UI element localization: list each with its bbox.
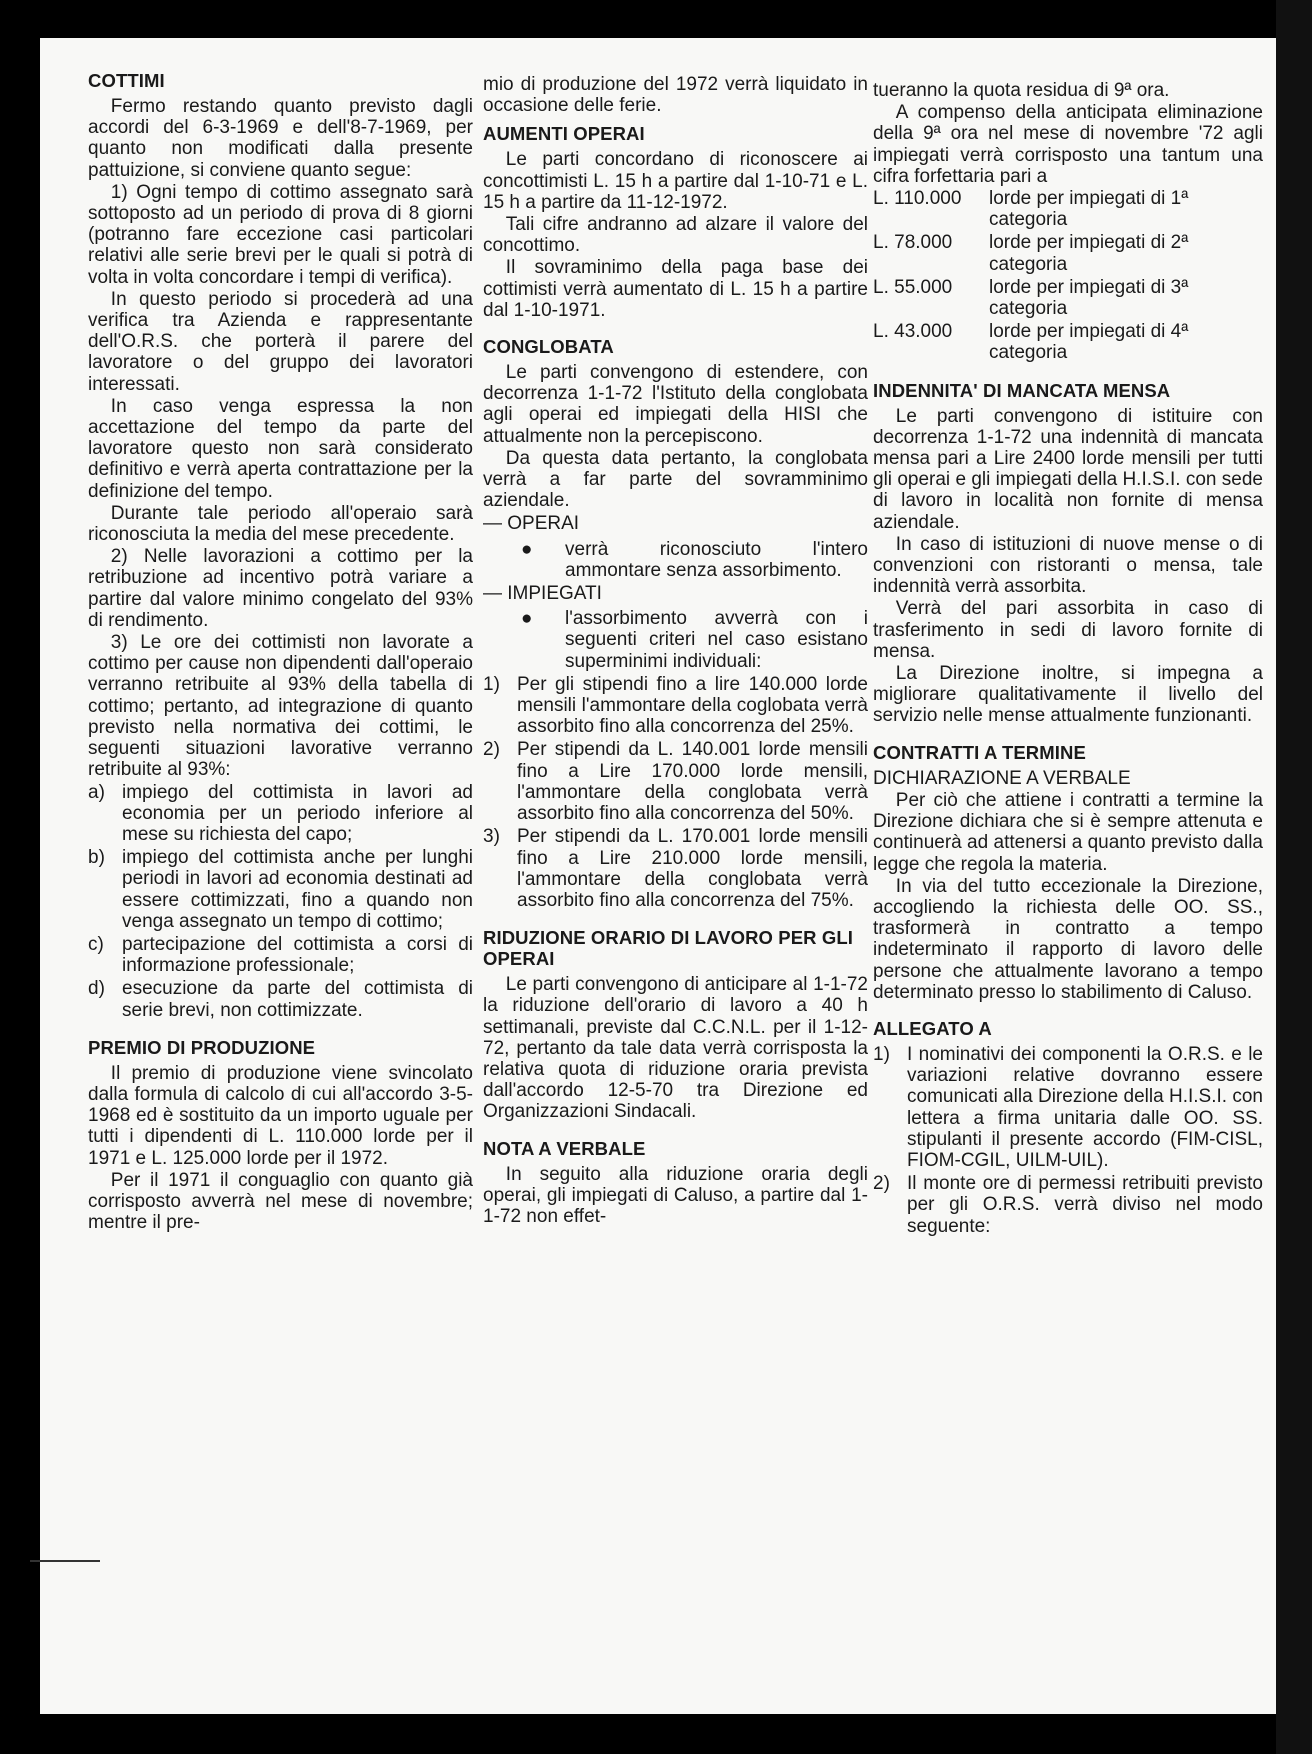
list-marker: 3) (483, 826, 500, 848)
list-text: partecipazione del cottimista a corsi di informazione professionale; (122, 933, 473, 977)
bullet-text: verrà riconosciuto l'intero ammontare senza assorbimento. (565, 538, 868, 581)
list-item (483, 826, 868, 911)
bullet-icon: ● (521, 608, 533, 630)
salary-row (873, 277, 1263, 319)
subheading-dichiarazione: DICHIARAZIONE A VERBALE (873, 767, 1131, 789)
heading-riduzione-orario: RIDUZIONE ORARIO DI LAVORO PER GLI OPERAI (483, 927, 853, 970)
salary-table (873, 188, 1263, 364)
paragraph: In seguito alla riduzione oraria degli operai, gli impiegati di Caluso, a partire dal 1-1-72 non effet- (483, 1163, 868, 1227)
paragraph: tueranno la quota residua di 9ª ora. (873, 80, 1170, 101)
salary-amount: L. 55.000 (873, 276, 953, 298)
list-marker: 2) (873, 1173, 890, 1195)
list-item (873, 1173, 1263, 1237)
bullet-text: l'assorbimento avverrà con i seguenti criteri nel caso esistano superminimi individuali: (565, 608, 868, 672)
paragraph: Verrà del pari assorbita in caso di trasferimento in sedi di lavoro fornite di mensa. (873, 598, 1263, 662)
paragraph: In caso di istituzioni di nuove mense o di convenzioni con ristoranti o mensa, tale indennità verrà assorbita. (873, 533, 1263, 598)
list-item (873, 1044, 1263, 1171)
scan-border (1276, 0, 1312, 1754)
list-marker: b) (88, 847, 105, 869)
salary-text: lorde per impiegati di 1ª categoria (989, 188, 1189, 231)
paragraph: La Direzione inoltre, si impegna a migliorare qualitativamente il livello del servizio nelle mense attualmente funzionanti. (873, 663, 1263, 727)
list-marker: d) (88, 978, 105, 1000)
salary-row (873, 232, 1263, 274)
salary-amount: L. 43.000 (873, 321, 953, 343)
heading-nota-verbale: NOTA A VERBALE (483, 1137, 646, 1159)
list-text: Per stipendi da L. 140.001 lorde mensili fino a Lire 170.000 lorde mensili, l'ammontare della conglobata verrà assorbito fino alla concorrenza del 50%. (517, 739, 868, 825)
paragraph: Le parti convengono di estendere, con decorrenza 1-1-72 l'Istituto della conglobata agli operai ed impiegati della HISI che attualmente non la percepiscono. (483, 362, 868, 447)
paragraph: Le parti convengono di istituire con decorrenza 1-1-72 una indennità di mancata mensa pari a Lire 2400 lorde mensili per tutti gli operai e gli impiegati della H.I.S.I. con sede di lavoro in località non fornite di mensa aziendale. (873, 405, 1263, 533)
paragraph: Il premio di produzione viene svincolato dalla formula di calcolo di cui all'accordo 3-5-1968 ed è sostituito da un importo uguale per tutti i dipendenti di L. 110.000 lorde per il 1971 e L. 125.000 lorde per il 1972. (88, 1062, 473, 1169)
salary-row (873, 188, 1263, 230)
paragraph: mio di produzione del 1972 verrà liquidato in occasione delle ferie. (483, 74, 868, 117)
list-text: I nominativi dei componenti la O.R.S. e le variazioni relative dovranno essere comunicati alla Direzione della H.I.S.I. con lettera a firma unitaria dalle OO. SS. stipulanti il presente accordo (FIM-CISL, FIOM-CGIL, UILM-UIL). (907, 1043, 1263, 1171)
bullet-icon: ● (521, 538, 533, 560)
operai-list (483, 539, 868, 581)
paragraph: Fermo restando quanto previsto dagli accordi del 6-3-1969 e dell'8-7-1969, per quanto non modificati dalla presente pattuizione, si conviene quanto segue: (88, 96, 473, 181)
salary-text: lorde per impiegati di 3ª categoria (989, 276, 1189, 320)
list-item (88, 782, 473, 846)
list-text: impiego del cottimista in lavori ad economia per un periodo inferiore al mese su richiesta del capo; (122, 781, 473, 845)
paragraph: In questo periodo si procederà ad una verifica tra Azienda e rappresentante dell'O.R.S. che porterà il parere del lavoratore o del gruppo dei lavoratori interessati. (88, 288, 473, 395)
column-3 (873, 80, 1263, 1239)
paragraph: 3) Le ore dei cottimisti non lavorate a cottimo per cause non dipendenti dall'operaio verranno retribuite al 93% della tabella di cottimo; pertanto, ad integrazione di quanto previsto nella normativa dei cottimi, le seguenti situazioni lavorative verranno retribuite al 93%: (88, 632, 473, 781)
salary-text: lorde per impiegati di 4ª categoria (989, 321, 1189, 364)
list-item (483, 739, 868, 824)
paragraph: 1) Ogni tempo di cottimo assegnato sarà sottoposto ad un periodo di prova di 8 giorni (potranno fare eccezione casi particolari relativi alle serie brevi per le quali si potrà di volta in volta concordare i tempi di verifica). (88, 181, 473, 288)
paragraph: Da questa data pertanto, la conglobata verrà a far parte del sovramminimo aziendale. (483, 447, 868, 512)
column-1 (88, 70, 473, 1234)
list-text: Per stipendi da L. 170.001 lorde mensili fino a Lire 210.000 lorde mensili, l'ammontare della conglobata verrà assorbito fino alla concorrenza del 75%. (517, 826, 868, 911)
heading-cottimi: COTTIMI (88, 70, 165, 91)
salary-text: lorde per impiegati di 2ª categoria (989, 232, 1189, 275)
list-marker: 1) (483, 673, 500, 695)
paragraph: In caso venga espressa la non accettazione del tempo da parte del lavoratore questo non sarà considerato definitivo e verrà aperta contrattazione per la definizione del tempo. (88, 395, 473, 502)
list-marker: 1) (873, 1043, 890, 1065)
list-item (88, 978, 473, 1020)
list-item (88, 847, 473, 932)
list-text: impiego del cottimista anche per lunghi periodi in lavori ad economia destinati ad essere cottimizzati, fino a quando non venga assegnato un tempo di cottimo; (122, 847, 473, 932)
salary-row (873, 321, 1263, 363)
list-text: Il monte ore di permessi retribuiti previsto per gli O.R.S. verrà diviso nel modo seguente: (907, 1173, 1263, 1237)
paragraph: Tali cifre andranno ad alzare il valore del concottimo. (483, 214, 868, 257)
list-marker: a) (88, 781, 105, 803)
subheading-operai: — OPERAI (483, 513, 580, 535)
paragraph: A compenso della anticipata eliminazione della 9ª ora nel mese di novembre '72 agli impiegati verrà corrisposto una tantum una cifra forfettaria pari a (873, 102, 1263, 187)
paragraph: 2) Nelle lavorazioni a cottimo per la retribuzione ad incentivo potrà variare a partire dal valore minimo congelato del 93% di rendimento. (88, 546, 473, 631)
paragraph: Il sovraminimo della paga base dei cottimisti verrà aumentato di L. 15 h a partire dal 1-10-1971. (483, 257, 868, 321)
cottimi-list (88, 782, 473, 1021)
salary-amount: L. 78.000 (873, 232, 953, 254)
heading-indennita-mensa: INDENNITA' DI MANCATA MENSA (873, 379, 1171, 401)
column-2 (483, 74, 868, 1228)
paragraph: Per il 1971 il conguaglio con quanto già corrisposto avverrà nel mese di novembre; mentre il pre- (88, 1169, 473, 1234)
heading-conglobata: CONGLOBATA (483, 336, 614, 358)
paragraph: In via del tutto eccezionale la Direzione, accogliendo la richiesta delle OO. SS., trasformerà in contratto a tempo indeterminato il rapporto di lavoro delle persone che attualmente lavorano a tempo determinato presso lo stabilimento di Caluso. (873, 875, 1263, 1003)
list-text: Per gli stipendi fino a lire 140.000 lorde mensili l'ammontare della coglobata verrà assorbito fino alla concorrenza del 25%. (517, 673, 868, 738)
allegato-list (873, 1044, 1263, 1237)
heading-contratti-termine: CONTRATTI A TERMINE (873, 741, 1086, 763)
subheading-impiegati: — IMPIEGATI (483, 583, 602, 605)
bullet-item (483, 608, 868, 672)
list-item (88, 934, 473, 976)
list-text: esecuzione da parte del cottimista di serie brevi, non cottimizzate. (122, 978, 473, 1021)
impiegati-list (483, 608, 868, 672)
heading-allegato-a: ALLEGATO A (873, 1017, 992, 1039)
scan-mark (30, 1560, 100, 1562)
paragraph: Le parti convengono di anticipare al 1-1-72 la riduzione dell'orario di lavoro a 40 h settimanali, previste dal C.C.N.L. per il 1-12-72, pertanto da tale data verrà corrisposta la relativa quota di riduzione oraria prevista dall'accordo 12-5-70 tra Direzione ed Organizzazioni Sindacali. (483, 974, 868, 1123)
bullet-item (483, 539, 868, 581)
paragraph: Durante tale periodo all'operaio sarà riconosciuta la media del mese precedente. (88, 502, 473, 546)
list-marker: 2) (483, 739, 500, 761)
list-marker: c) (88, 933, 104, 955)
list-item (483, 674, 868, 738)
heading-premio-produzione: PREMIO DI PRODUZIONE (88, 1036, 316, 1058)
paragraph: Le parti concordano di riconoscere ai concottimisti L. 15 h a partire dal 1-10-71 e L. 15 h a partire da 11-12-1972. (483, 149, 868, 213)
heading-aumenti-operai: AUMENTI OPERAI (483, 123, 645, 145)
salary-amount: L. 110.000 (873, 188, 962, 210)
paragraph: Per ciò che attiene i contratti a termine la Direzione dichiara che si è sempre attenuta e continuerà ad attenersi a quanto previsto dalla legge che regola la materia. (873, 789, 1263, 875)
conglobata-criteria-list (483, 674, 868, 911)
